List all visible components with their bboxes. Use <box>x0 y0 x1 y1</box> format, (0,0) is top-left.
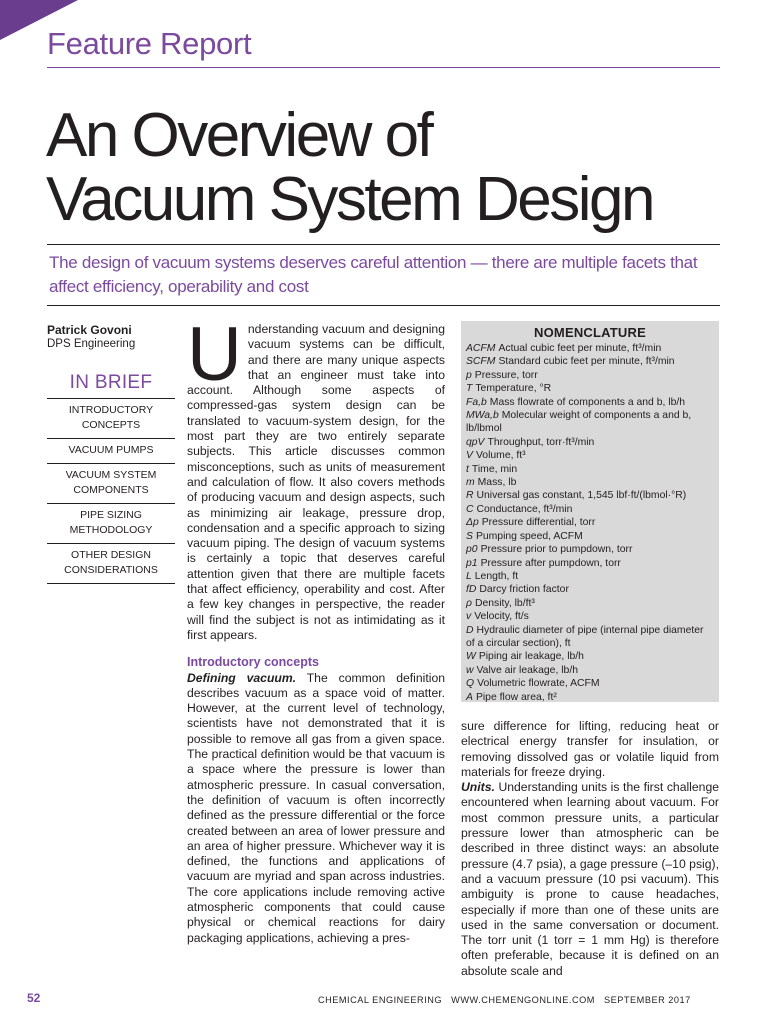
nomenclature-entry <box>466 557 714 570</box>
section-rule <box>47 67 720 68</box>
run-in-units: Units. <box>461 780 495 795</box>
in-brief-item[interactable]: VACUUM SYSTEM COMPONENTS <box>47 464 175 504</box>
nomenclature-entry <box>466 436 714 449</box>
nomenclature-symbol: Δp <box>466 517 479 529</box>
nomenclature-entry <box>466 543 714 556</box>
nomenclature-symbol: L <box>466 570 472 582</box>
nomenclature-definition: Piping air leakage, lb/h <box>478 651 584 663</box>
nomenclature-entry <box>466 489 714 502</box>
nomenclature-definition: Mass flowrate of components a and b, lb/h <box>489 396 686 408</box>
nomenclature-definition: Pressure prior to pumpdown, torr <box>480 544 633 556</box>
title-line-1: An Overview of <box>46 101 432 170</box>
nomenclature-symbol: A <box>466 691 473 703</box>
nomenclature-definition: Density, lb/ft³ <box>474 597 535 609</box>
defining-text: The common definition describes vacuum as a space void of matter. However, at the current level of technology, scientists have not demonstrated that it is possible to remove all gas from a given space. The practical definition would be that vacuum is a space where the pressure is lower than atmospheric pressure. In casual conversation, the definition of vacuum is often incorrectly defined as the pressure differential or the force created between an area of lower pressure and an area of higher pressure. Whichever way it is defined, the functions and applications of vacuum are myriad and span across industries. The core applications include removing active atmospheric components that could cause physical or chemical reactions for dairy packaging applications, achieving a pres- <box>187 670 445 945</box>
nomenclature-symbol: W <box>466 651 476 663</box>
continuation-paragraph: sure difference for lifting, reducing heat or electrical energy transfer for insulation, or removing dissolved gas or volatile liquid from materials for freeze drying. <box>461 719 719 779</box>
footer-publication: CHEMICAL ENGINEERING WWW.CHEMENGONLINE.COM SEPTEMBER 2017 <box>318 995 691 1005</box>
nomenclature-symbol: qpV <box>466 436 485 448</box>
nomenclature-definition: Universal gas constant, 1,545 lbf·ft/(lbmol·°R) <box>476 490 687 502</box>
intro-text: nderstanding vacuum and designing vacuum systems can be difficult, and there are many unique aspects that an engineer must take into account. Although some aspects of compressed-gas system design can be translated to vacuum-system design, for the most part they are two entirely separate subjects. This article discusses common misconceptions, such as units of measurement and calculation of flow. It also covers methods of producing vacuum and design aspects, such as minimizing air leakage, pressure drop, condensation and a specific approach to sizing vacuum piping. The design of vacuum systems is certainly a topic that deserves careful attention given that there are multiple facets that affect efficiency, operability and cost. After a few key changes in perspective, the reader will find the subject is not as intimidating as it first appears. <box>187 322 445 642</box>
nomenclature-entry <box>466 624 714 651</box>
nomenclature-definition: Pipe flow area, ft² <box>475 691 557 703</box>
units-paragraph <box>461 780 719 979</box>
nomenclature-definition: Velocity, ft/s <box>474 611 529 623</box>
nomenclature-entry <box>466 570 714 583</box>
nomenclature-entry <box>466 449 714 462</box>
nomenclature-definition: Temperature, °R <box>475 383 552 395</box>
nomenclature-entry <box>466 691 714 704</box>
nomenclature-symbol: MWa,b <box>466 410 499 422</box>
nomenclature-entry <box>466 369 714 382</box>
nomenclature-definition: Volume, ft³ <box>475 450 526 462</box>
nomenclature-definition: Pressure after pumpdown, torr <box>480 557 621 569</box>
nomenclature-title: NOMENCLATURE <box>534 325 646 340</box>
nomenclature-symbol: SCFM <box>466 356 496 368</box>
subhead-introductory-concepts: Introductory concepts <box>187 655 319 670</box>
drop-cap: U <box>187 312 242 397</box>
in-brief-item[interactable]: OTHER DESIGN CONSIDERATIONS <box>47 544 175 584</box>
nomenclature-symbol: T <box>466 383 473 395</box>
run-in-defining-vacuum: Defining vacuum. <box>187 670 297 685</box>
nomenclature-symbol: p0 <box>466 544 478 556</box>
nomenclature-definition: Pressure, torr <box>474 369 538 381</box>
body-column-right <box>461 719 719 979</box>
nomenclature-symbol: ρ <box>466 597 472 609</box>
body-column-left <box>187 312 445 946</box>
nomenclature-definition: Pumping speed, ACFM <box>475 530 583 542</box>
in-brief-item[interactable]: VACUUM PUMPS <box>47 439 175 464</box>
nomenclature-entry <box>466 516 714 529</box>
nomenclature-symbol: p <box>466 369 472 381</box>
nomenclature-symbol: t <box>466 463 469 475</box>
nomenclature-entry <box>466 396 714 409</box>
units-text: Understanding units is the first challenge encountered when learning about vacuum. For most common pressure units, a particular pressure lower than atmospheric can be described in three distinct ways: an absolute pressure (4.7 psia), a gage pressure (–10 psig), and a vacuum pressure (10 psi vacuum). This ambiguity is prone to cause headaches, especially if more than one of these units are used in the same conversation or document. The torr unit (1 torr = 1 mm Hg) is therefore often preferable, because it is defined on an absolute scale and <box>461 780 719 978</box>
nomenclature-box <box>461 321 719 702</box>
nomenclature-symbol: S <box>466 530 473 542</box>
nomenclature-symbol: D <box>466 624 474 636</box>
nomenclature-symbol: v <box>466 611 472 623</box>
nomenclature-symbol: ACFM <box>466 343 496 354</box>
nomenclature-symbol: fD <box>466 584 477 596</box>
nomenclature-definition: Mass, lb <box>477 477 517 489</box>
intro-paragraph <box>187 312 445 643</box>
article-title <box>46 101 736 234</box>
nomenclature-symbol: p1 <box>466 557 478 569</box>
nomenclature-definition: Valve air leakage, lb/h <box>476 664 578 676</box>
nomenclature-definition: Darcy friction factor <box>479 584 569 596</box>
nomenclature-entry <box>466 597 714 610</box>
nomenclature-entry <box>466 463 714 476</box>
nomenclature-definition: Standard cubic feet per minute, ft³/min <box>498 356 675 368</box>
nomenclature-symbol: w <box>466 664 474 676</box>
nomenclature-definition: Length, ft <box>474 570 519 582</box>
deck-top-rule <box>47 244 720 245</box>
nomenclature-entry <box>466 530 714 543</box>
nomenclature-definition: Pressure differential, torr <box>481 517 596 529</box>
article-deck: The design of vacuum systems deserves careful attention — there are multiple facets that affect efficiency, operability and cost <box>49 253 698 296</box>
nomenclature-symbol: Fa,b <box>466 396 487 408</box>
nomenclature-entry <box>466 503 714 516</box>
nomenclature-entry <box>466 650 714 663</box>
in-brief-item[interactable]: INTRODUCTORY CONCEPTS <box>47 399 175 439</box>
nomenclature-entry <box>466 664 714 677</box>
nomenclature-symbol: V <box>466 450 473 462</box>
nomenclature-list <box>466 342 714 704</box>
author-name: Patrick Govoni <box>47 323 132 337</box>
in-brief-item[interactable]: PIPE SIZING METHODOLOGY <box>47 504 175 544</box>
nomenclature-definition: Actual cubic feet per minute, ft³/min <box>498 343 662 354</box>
nomenclature-symbol: R <box>466 490 474 502</box>
nomenclature-definition: Hydraulic diameter of pipe (internal pipe diameter of a circular section), ft <box>466 624 704 649</box>
defining-paragraph <box>187 671 445 946</box>
nomenclature-definition: Molecular weight of components a and b, lb/lbmol <box>466 410 692 435</box>
nomenclature-definition: Time, min <box>471 463 518 475</box>
nomenclature-definition: Throughput, torr·ft³/min <box>487 436 595 448</box>
title-line-2: Vacuum System Design <box>46 165 653 234</box>
nomenclature-entry <box>466 342 714 355</box>
nomenclature-symbol: Q <box>466 678 475 690</box>
in-brief-list <box>47 398 175 584</box>
nomenclature-entry <box>466 382 714 395</box>
in-brief-title: IN BRIEF <box>69 372 153 393</box>
nomenclature-entry <box>466 409 714 436</box>
nomenclature-definition: Conductance, ft³/min <box>476 503 573 515</box>
nomenclature-entry <box>466 677 714 690</box>
nomenclature-entry <box>466 476 714 489</box>
nomenclature-symbol: C <box>466 503 474 515</box>
page-number: 52 <box>27 991 41 1005</box>
nomenclature-definition: Volumetric flowrate, ACFM <box>477 678 600 690</box>
nomenclature-symbol: m <box>466 477 475 489</box>
author-org: DPS Engineering <box>47 338 136 350</box>
nomenclature-entry <box>466 583 714 596</box>
deck-bottom-rule <box>47 305 720 306</box>
section-label: Feature Report <box>47 26 252 61</box>
nomenclature-entry <box>466 355 714 368</box>
nomenclature-entry <box>466 610 714 623</box>
